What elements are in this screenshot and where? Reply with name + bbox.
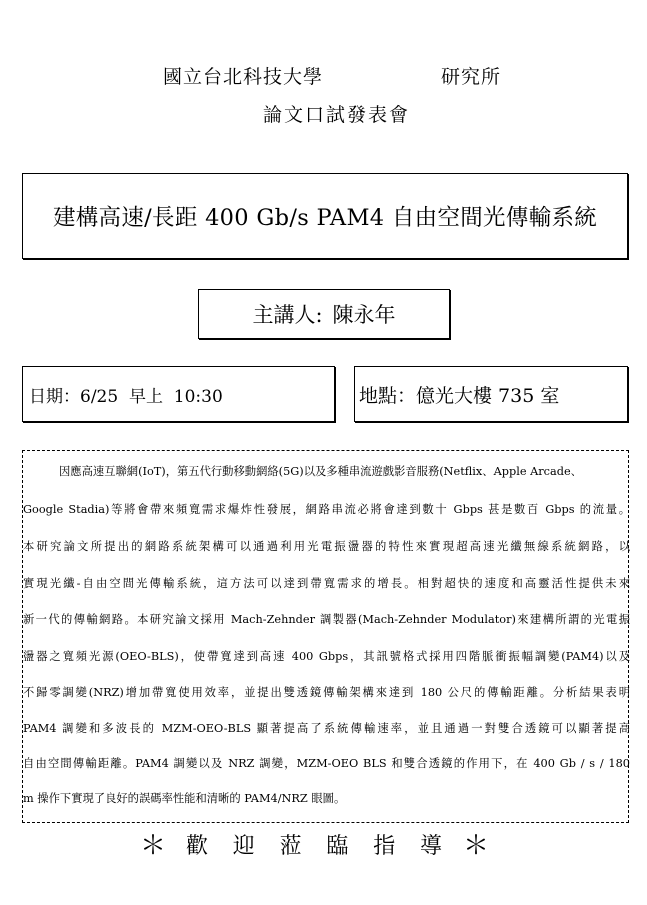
university-name: 國立台北科技大學	[163, 66, 324, 88]
date-box	[22, 366, 335, 422]
speaker-name: 陳永年	[332, 303, 396, 327]
abstract-line-8: PAM4 調變和多波長的 MZM-OEO-BLS 顯著提高了系統傳輸速率，並且通過一對雙合透鏡可以顯著提高	[23, 722, 630, 735]
event-title: 論文口試發表會	[262, 104, 410, 126]
abstract-line-1: 因應高速互聯網(IoT)，第五代行動移動網絡(5G)以及多種串流遊戲影音服務(Netflix、Apple Arcade、	[59, 465, 582, 478]
institute-name: 研究所	[441, 66, 502, 88]
abstract-line-4: 實現光纖-自由空間光傳輸系統，這方法可以達到帶寬需求的增長。相對超快的速度和高靈活性提供未來	[23, 577, 630, 590]
abstract-line-5: 新一代的傳輸網路。本研究論文採用 Mach-Zehnder 調製器(Mach-Zehnder Modulator)來建構所謂的光電振	[23, 613, 630, 626]
abstract-box	[22, 450, 629, 823]
welcome-char: 迎	[232, 834, 255, 859]
date-text: 日期：6/25 早上 10:30	[29, 386, 223, 407]
abstract-line-10: m 操作下實現了良好的誤碼率性能和清晰的 PAM4/NRZ 眼圖。	[23, 792, 346, 805]
welcome-footer	[0, 830, 647, 864]
welcome-char: 歡	[186, 834, 209, 859]
thesis-title-box	[22, 173, 628, 259]
place-text: 地點：億光大樓 735 室	[359, 384, 560, 407]
welcome-char: 指	[373, 834, 396, 859]
star-left-icon: ＊	[140, 831, 167, 861]
abstract-line-6: 盪器之寬頻光源(OEO-BLS)，使帶寬達到高速 400 Gbps，其訊號格式採用四階脈衝振幅調變(PAM4)以及	[23, 650, 630, 663]
welcome-char: 臨	[326, 834, 349, 859]
abstract-line-3: 本研究論文所提出的網路系統架構可以通過利用光電振盪器的特性來實現超高速光纖無線系統網路，以	[23, 540, 630, 553]
welcome-char: 蒞	[279, 834, 302, 859]
star-right-icon: ＊	[463, 831, 490, 861]
speaker-box	[198, 289, 450, 339]
welcome-text	[186, 832, 442, 862]
header-line	[0, 62, 647, 90]
welcome-char: 導	[419, 834, 442, 859]
abstract-line-7: 不歸零調變(NRZ)增加帶寬使用效率，並提出雙透鏡傳輸架構來達到 180 公尺的傳輸距離。分析結果表明	[23, 686, 630, 699]
abstract-line-9: 自由空間傳輸距離。PAM4 調變以及 NRZ 調變，MZM-OEO BLS 和雙合透鏡的作用下，在 400 Gb / s / 180	[23, 757, 630, 770]
speaker-label: 主講人:	[252, 303, 323, 327]
thesis-title: 建構高速/長距 400 Gb/s PAM4 自由空間光傳輸系統	[52, 205, 598, 231]
place-box	[354, 366, 628, 422]
abstract-line-2: Google Stadia)等將會帶來頻寬需求爆炸性發展，網路串流必將會達到數十 Gbps 甚是數百 Gbps 的流量。	[23, 503, 630, 516]
